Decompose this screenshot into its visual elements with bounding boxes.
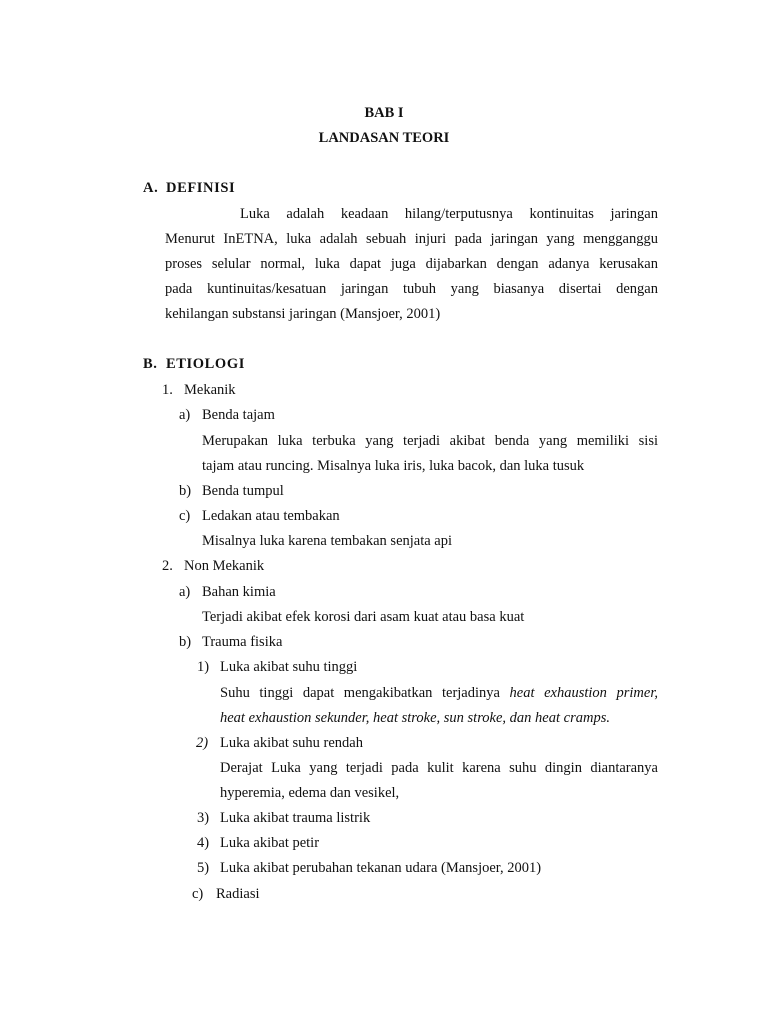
item-1a-marker: a) xyxy=(179,407,191,423)
item-2b1-desc-plain: Suhu tinggi dapat mengakibatkan terjadinya xyxy=(220,685,500,701)
item-1c-desc: Misalnya luka karena tembakan senjata api xyxy=(202,533,453,549)
item-2b1-desc-line-1 xyxy=(220,684,658,702)
item-1b-label: Benda tumpul xyxy=(202,483,284,499)
item-2a-marker: a) xyxy=(179,584,191,600)
item-1-label: Mekanik xyxy=(184,382,236,398)
item-2b2-marker: 2) xyxy=(196,735,209,751)
item-1c-marker: c) xyxy=(179,508,191,524)
item-2b4-marker: 4) xyxy=(197,835,210,851)
definisi-line-5: kehilangan substansi jaringan (Mansjoer, 2001) xyxy=(165,306,441,322)
item-2c-marker: c) xyxy=(192,886,204,902)
definisi-line-1: Luka adalah keadaan hilang/terputusnya kontinuitas jaringan xyxy=(240,206,658,222)
section-a-heading: DEFINISI xyxy=(166,180,236,196)
item-2b2-desc-line-1: Derajat Luka yang terjadi pada kulit karena suhu dingin diantaranya xyxy=(220,760,658,776)
item-2-label: Non Mekanik xyxy=(184,558,265,574)
item-1-marker: 1. xyxy=(162,382,173,398)
item-2b3-label: Luka akibat trauma listrik xyxy=(220,810,371,826)
item-2c-label: Radiasi xyxy=(216,886,260,902)
chapter-title: LANDASAN TEORI xyxy=(318,130,450,146)
item-2-marker: 2. xyxy=(162,558,173,574)
item-1c-label: Ledakan atau tembakan xyxy=(202,508,340,524)
item-2b2-desc-line-2: hyperemia, edema dan vesikel, xyxy=(220,785,400,801)
item-2b1-desc-line-2: heat exhaustion sekunder, heat stroke, sun stroke, dan heat cramps. xyxy=(220,710,610,726)
item-2b1-marker: 1) xyxy=(197,659,210,675)
item-2a-desc: Terjadi akibat efek korosi dari asam kuat atau basa kuat xyxy=(202,609,525,625)
item-2b1-label: Luka akibat suhu tinggi xyxy=(220,659,358,675)
section-a-marker: A. xyxy=(143,180,159,196)
item-2b3-marker: 3) xyxy=(197,810,210,826)
item-2b1-desc-italic: heat exhaustion primer, xyxy=(509,685,658,701)
item-1a-desc-line-2: tajam atau runcing. Misalnya luka iris, luka bacok, dan luka tusuk xyxy=(202,458,585,474)
item-2b2-label: Luka akibat suhu rendah xyxy=(220,735,363,751)
item-1a-label: Benda tajam xyxy=(202,407,275,423)
definisi-line-4: pada kuntinuitas/kesatuan jaringan tubuh yang biasanya disertai dengan xyxy=(165,281,658,297)
item-2b5-marker: 5) xyxy=(197,860,210,876)
item-2b-label: Trauma fisika xyxy=(202,634,283,650)
item-1a-desc-line-1: Merupakan luka terbuka yang terjadi akibat benda yang memiliki sisi xyxy=(202,433,658,449)
definisi-line-3: proses selular normal, luka dapat juga dijabarkan dengan adanya kerusakan xyxy=(165,256,658,272)
item-2b5-label: Luka akibat perubahan tekanan udara (Mansjoer, 2001) xyxy=(220,860,542,876)
chapter-number: BAB I xyxy=(364,105,404,121)
item-2a-label: Bahan kimia xyxy=(202,584,276,600)
item-2b-marker: b) xyxy=(179,634,192,650)
item-1b-marker: b) xyxy=(179,483,192,499)
section-b-heading: ETIOLOGI xyxy=(166,356,245,372)
item-2b4-label: Luka akibat petir xyxy=(220,835,320,851)
definisi-line-2: Menurut InETNA, luka adalah sebuah injuri pada jaringan yang mengganggu xyxy=(165,231,658,247)
section-b-marker: B. xyxy=(143,356,158,372)
